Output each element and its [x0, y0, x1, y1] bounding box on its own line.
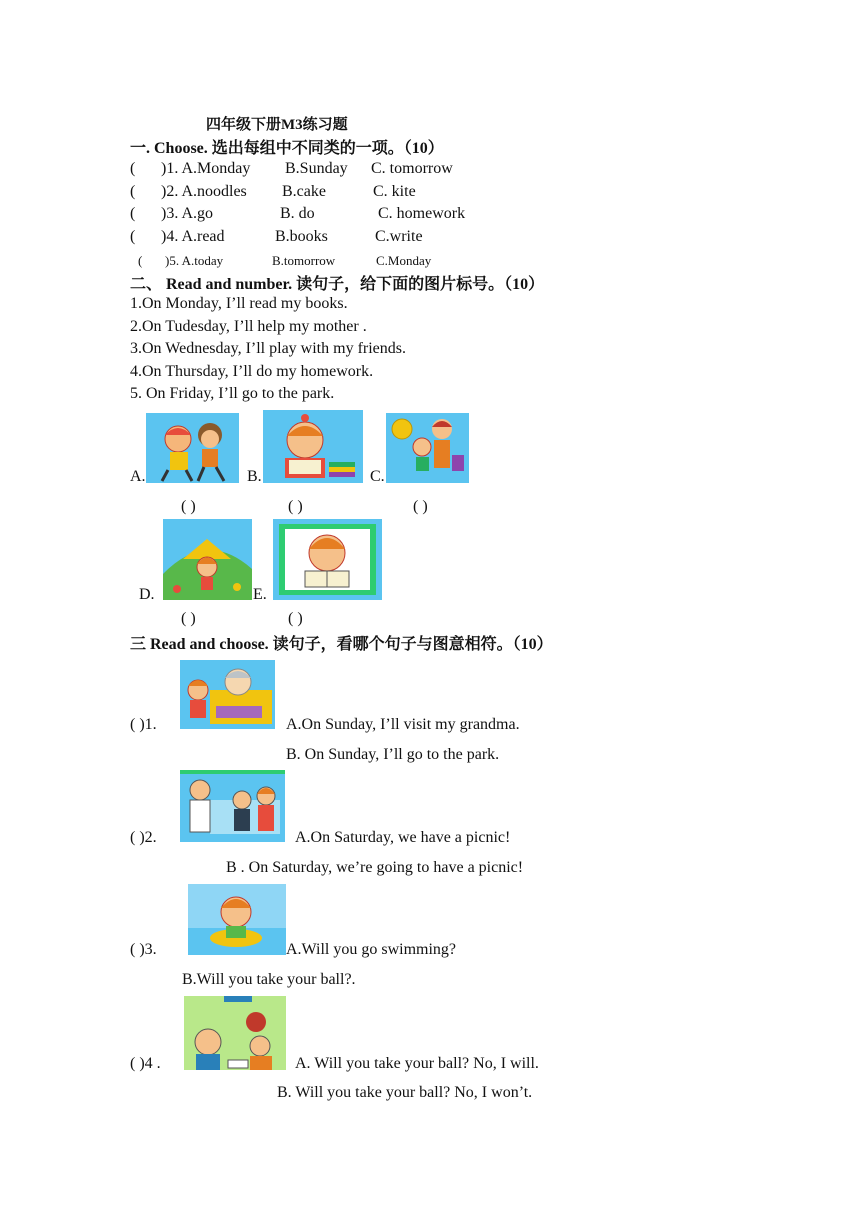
option-b: B. On Sunday, I’ll go to the park.: [286, 746, 500, 763]
sentence: 1.On Monday, I’ll read my books.: [130, 295, 348, 312]
option-a: A.On Saturday, we have a picnic!: [295, 829, 511, 846]
picture-label-b: B.: [247, 468, 262, 485]
friends-playing-picture: [146, 413, 239, 483]
option-b: B.Will you take your ball?.: [182, 971, 356, 988]
section1-heading: 一. Choose. 选出每组中不同类的一项。（10）: [130, 140, 444, 157]
option-b: B.cake: [282, 183, 326, 200]
answer-blank-e[interactable]: ( ): [288, 610, 303, 627]
option-a: )2. A.noodles: [161, 183, 247, 200]
answer-paren: (: [130, 160, 136, 177]
answer-paren: (: [130, 205, 136, 222]
picture-label-e: E.: [253, 586, 267, 603]
option-b: B.Sunday: [285, 160, 348, 177]
sentence: 3.On Wednesday, I’ll play with my friends.: [130, 340, 406, 357]
helping-mother-picture: [386, 413, 469, 483]
option-b: B . On Saturday, we’re going to have a picnic!: [226, 859, 524, 876]
park-picture: [163, 519, 252, 600]
question-number: ( )3.: [130, 941, 157, 958]
answer-blank-b[interactable]: ( ): [288, 498, 303, 515]
page-title: 四年级下册M3练习题: [206, 117, 348, 133]
option-b: B.tomorrow: [272, 253, 336, 268]
answer-paren: (: [130, 228, 136, 245]
option-c: C.write: [375, 228, 423, 245]
option-a: )5. A.today: [165, 253, 224, 268]
sentence: 5. On Friday, I’ll go to the park.: [130, 385, 335, 402]
option-c: C. homework: [378, 205, 466, 222]
answer-blank-c[interactable]: ( ): [413, 498, 428, 515]
option-a: A.Will you go swimming?: [286, 941, 457, 958]
question-number: ( )4 .: [130, 1055, 161, 1072]
answer-blank-d[interactable]: ( ): [181, 610, 196, 627]
answer-blank-a[interactable]: ( ): [181, 498, 196, 515]
picture-label-c: C.: [370, 468, 385, 485]
option-b: B.books: [275, 228, 328, 245]
sentence: 4.On Thursday, I’ll do my homework.: [130, 363, 374, 380]
picture-label-d: D.: [139, 586, 155, 603]
option-b: B. do: [280, 205, 315, 222]
section2-heading: 二、 Read and number. 读句子，给下面的图片标号。（10）: [130, 276, 545, 293]
grandma-picture: [180, 660, 275, 729]
option-c: C. tomorrow: [371, 160, 453, 177]
option-a: A.On Sunday, I’ll visit my grandma.: [286, 716, 520, 733]
option-a: )3. A.go: [161, 205, 213, 222]
answer-paren: (: [138, 253, 143, 268]
option-a: A. Will you take your ball? No, I will.: [295, 1055, 539, 1072]
section3-heading: 三 Read and choose. 读句子，看哪个句子与图意相符。（10）: [130, 636, 553, 653]
option-c: C. kite: [373, 183, 416, 200]
homework-picture: [273, 519, 382, 600]
option-b: B. Will you take your ball? No, I won’t.: [277, 1084, 533, 1101]
ball-picture: [184, 996, 286, 1070]
swimming-picture: [188, 884, 286, 955]
option-c: C.Monday: [376, 253, 432, 268]
picnic-picture: [180, 770, 285, 842]
sentence: 2.On Tudesday, I’ll help my mother .: [130, 318, 367, 335]
option-a: )1. A.Monday: [161, 160, 251, 177]
question-number: ( )2.: [130, 829, 157, 846]
girl-reading-picture: [263, 410, 363, 483]
answer-paren: (: [130, 183, 136, 200]
question-number: ( )1.: [130, 716, 157, 733]
option-a: )4. A.read: [161, 228, 225, 245]
picture-label-a: A.: [130, 468, 146, 485]
